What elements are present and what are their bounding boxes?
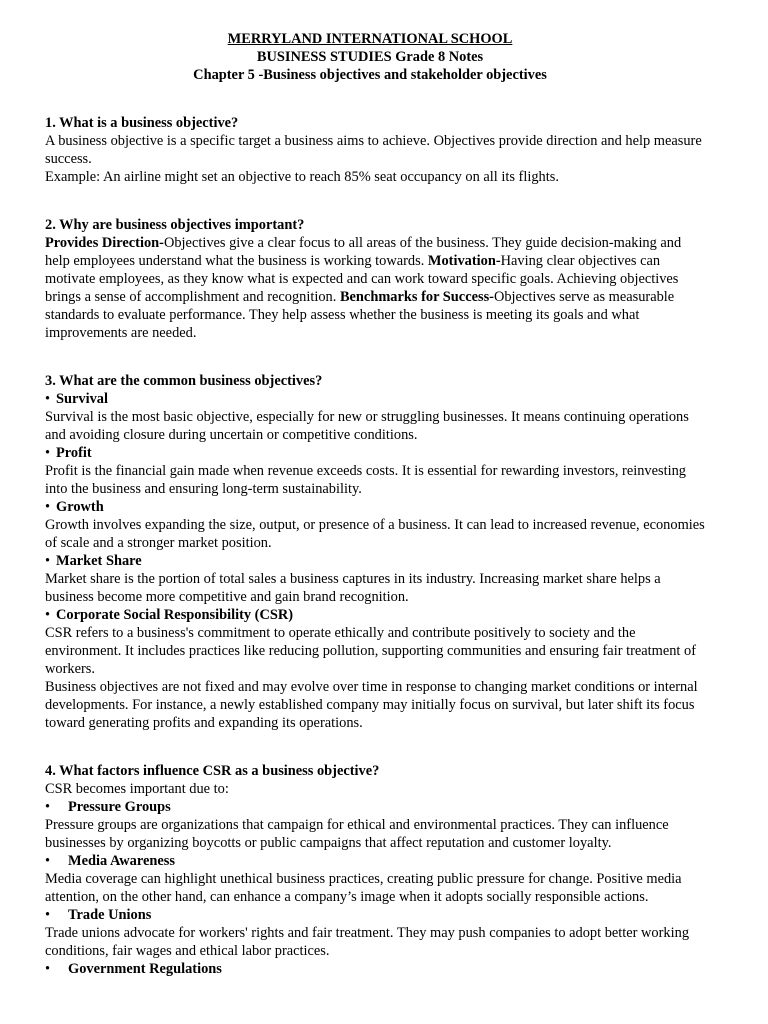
objective-title-csr: • Corporate Social Responsibility (CSR) bbox=[45, 606, 705, 624]
objective-title-survival: • Survival bbox=[45, 390, 705, 408]
section3-question: 3. What are the common business objectives? bbox=[45, 373, 323, 389]
factor-title-government-regulations: • Government Regulations bbox=[45, 960, 705, 978]
factor-title-trade-unions: • Trade Unions bbox=[45, 906, 705, 924]
text-benchmarks: Objectives serve as measurable standards to evaluate performance. They help assess whether the business is meeting its goals and what improvements are needed. bbox=[45, 289, 675, 341]
objective-text-profit: Profit is the financial gain made when revenue exceeds costs. It is essential for rewarding investors, reinvesting into the business and ensuring long-term sustainability. bbox=[45, 463, 686, 497]
subject-title: BUSINESS STUDIES Grade 8 Notes bbox=[256, 49, 484, 65]
section2-question: 2. Why are business objectives important? bbox=[45, 217, 305, 233]
section2-paragraph bbox=[45, 234, 705, 342]
section4-question: 4. What factors influence CSR as a business objective? bbox=[45, 763, 380, 779]
factor-text-trade-unions: Trade unions advocate for workers' rights and fair treatment. They may push companies to adopt better working conditions, fair wages and ethical labor practices. bbox=[45, 925, 690, 959]
objective-text-growth: Growth involves expanding the size, output, or presence of a business. It can lead to increased revenue, economies of scale and a stronger market position. bbox=[45, 517, 705, 551]
term-benchmarks: Benchmarks for Success- bbox=[339, 289, 494, 305]
section1-question: 1. What is a business objective? bbox=[45, 115, 239, 131]
section4-intro: CSR becomes important due to: bbox=[45, 781, 229, 797]
objective-text-csr: CSR refers to a business's commitment to operate ethically and contribute positively to society and the environment. It includes practices like reducing pollution, supporting communities and ensuring fair treatment of workers. bbox=[45, 625, 697, 677]
objective-text-survival: Survival is the most basic objective, especially for new or struggling businesses. It means continuing operations and avoiding closure during uncertain or competitive conditions. bbox=[45, 409, 689, 443]
section1-definition: A business objective is a specific target a business aims to achieve. Objectives provide direction and help measure success. bbox=[45, 133, 702, 167]
section3-closing: Business objectives are not fixed and may evolve over time in response to changing market conditions or internal developments. For instance, a newly established company may initially focus on survival, but later shift its focus toward generating profits and expanding its operations. bbox=[45, 679, 698, 731]
document-body bbox=[45, 114, 705, 978]
objective-title-growth: • Growth bbox=[45, 498, 705, 516]
objective-title-profit: • Profit bbox=[45, 444, 705, 462]
document-header bbox=[0, 30, 740, 84]
objective-title-market-share: • Market Share bbox=[45, 552, 705, 570]
factor-text-media-awareness: Media coverage can highlight unethical business practices, creating public pressure for change. Positive media attention, on the other hand, can enhance a company’s image when it adopts socially responsible actions. bbox=[45, 871, 682, 905]
school-name: MERRYLAND INTERNATIONAL SCHOOL bbox=[227, 31, 513, 47]
text-motivation: Having clear objectives can motivate employees, as they know what is expected and can work toward specific goals. Achieving objectives brings a sense of accomplishment and recognition. bbox=[45, 253, 679, 305]
term-motivation: Motivation- bbox=[427, 253, 501, 269]
factor-title-media-awareness: • Media Awareness bbox=[45, 852, 705, 870]
objective-text-market-share: Market share is the portion of total sales a business captures in its industry. Increasing market share helps a business become more competitive and gain brand recognition. bbox=[45, 571, 661, 605]
text-provides-direction: Objectives give a clear focus to all areas of the business. They guide decision-making and help employees understand what the business is working towards. bbox=[45, 235, 682, 269]
section1-example: Example: An airline might set an objective to reach 85% seat occupancy on all its flights. bbox=[45, 169, 559, 185]
factor-title-pressure-groups: • Pressure Groups bbox=[45, 798, 705, 816]
term-provides-direction: Provides Direction- bbox=[45, 235, 164, 251]
chapter-title: Chapter 5 -Business objectives and stakeholder objectives bbox=[193, 67, 547, 83]
factor-text-pressure-groups: Pressure groups are organizations that campaign for ethical and environmental practices. They can influence businesses by organizing boycotts or public campaigns that affect reputation and customer loyalty. bbox=[45, 817, 669, 851]
